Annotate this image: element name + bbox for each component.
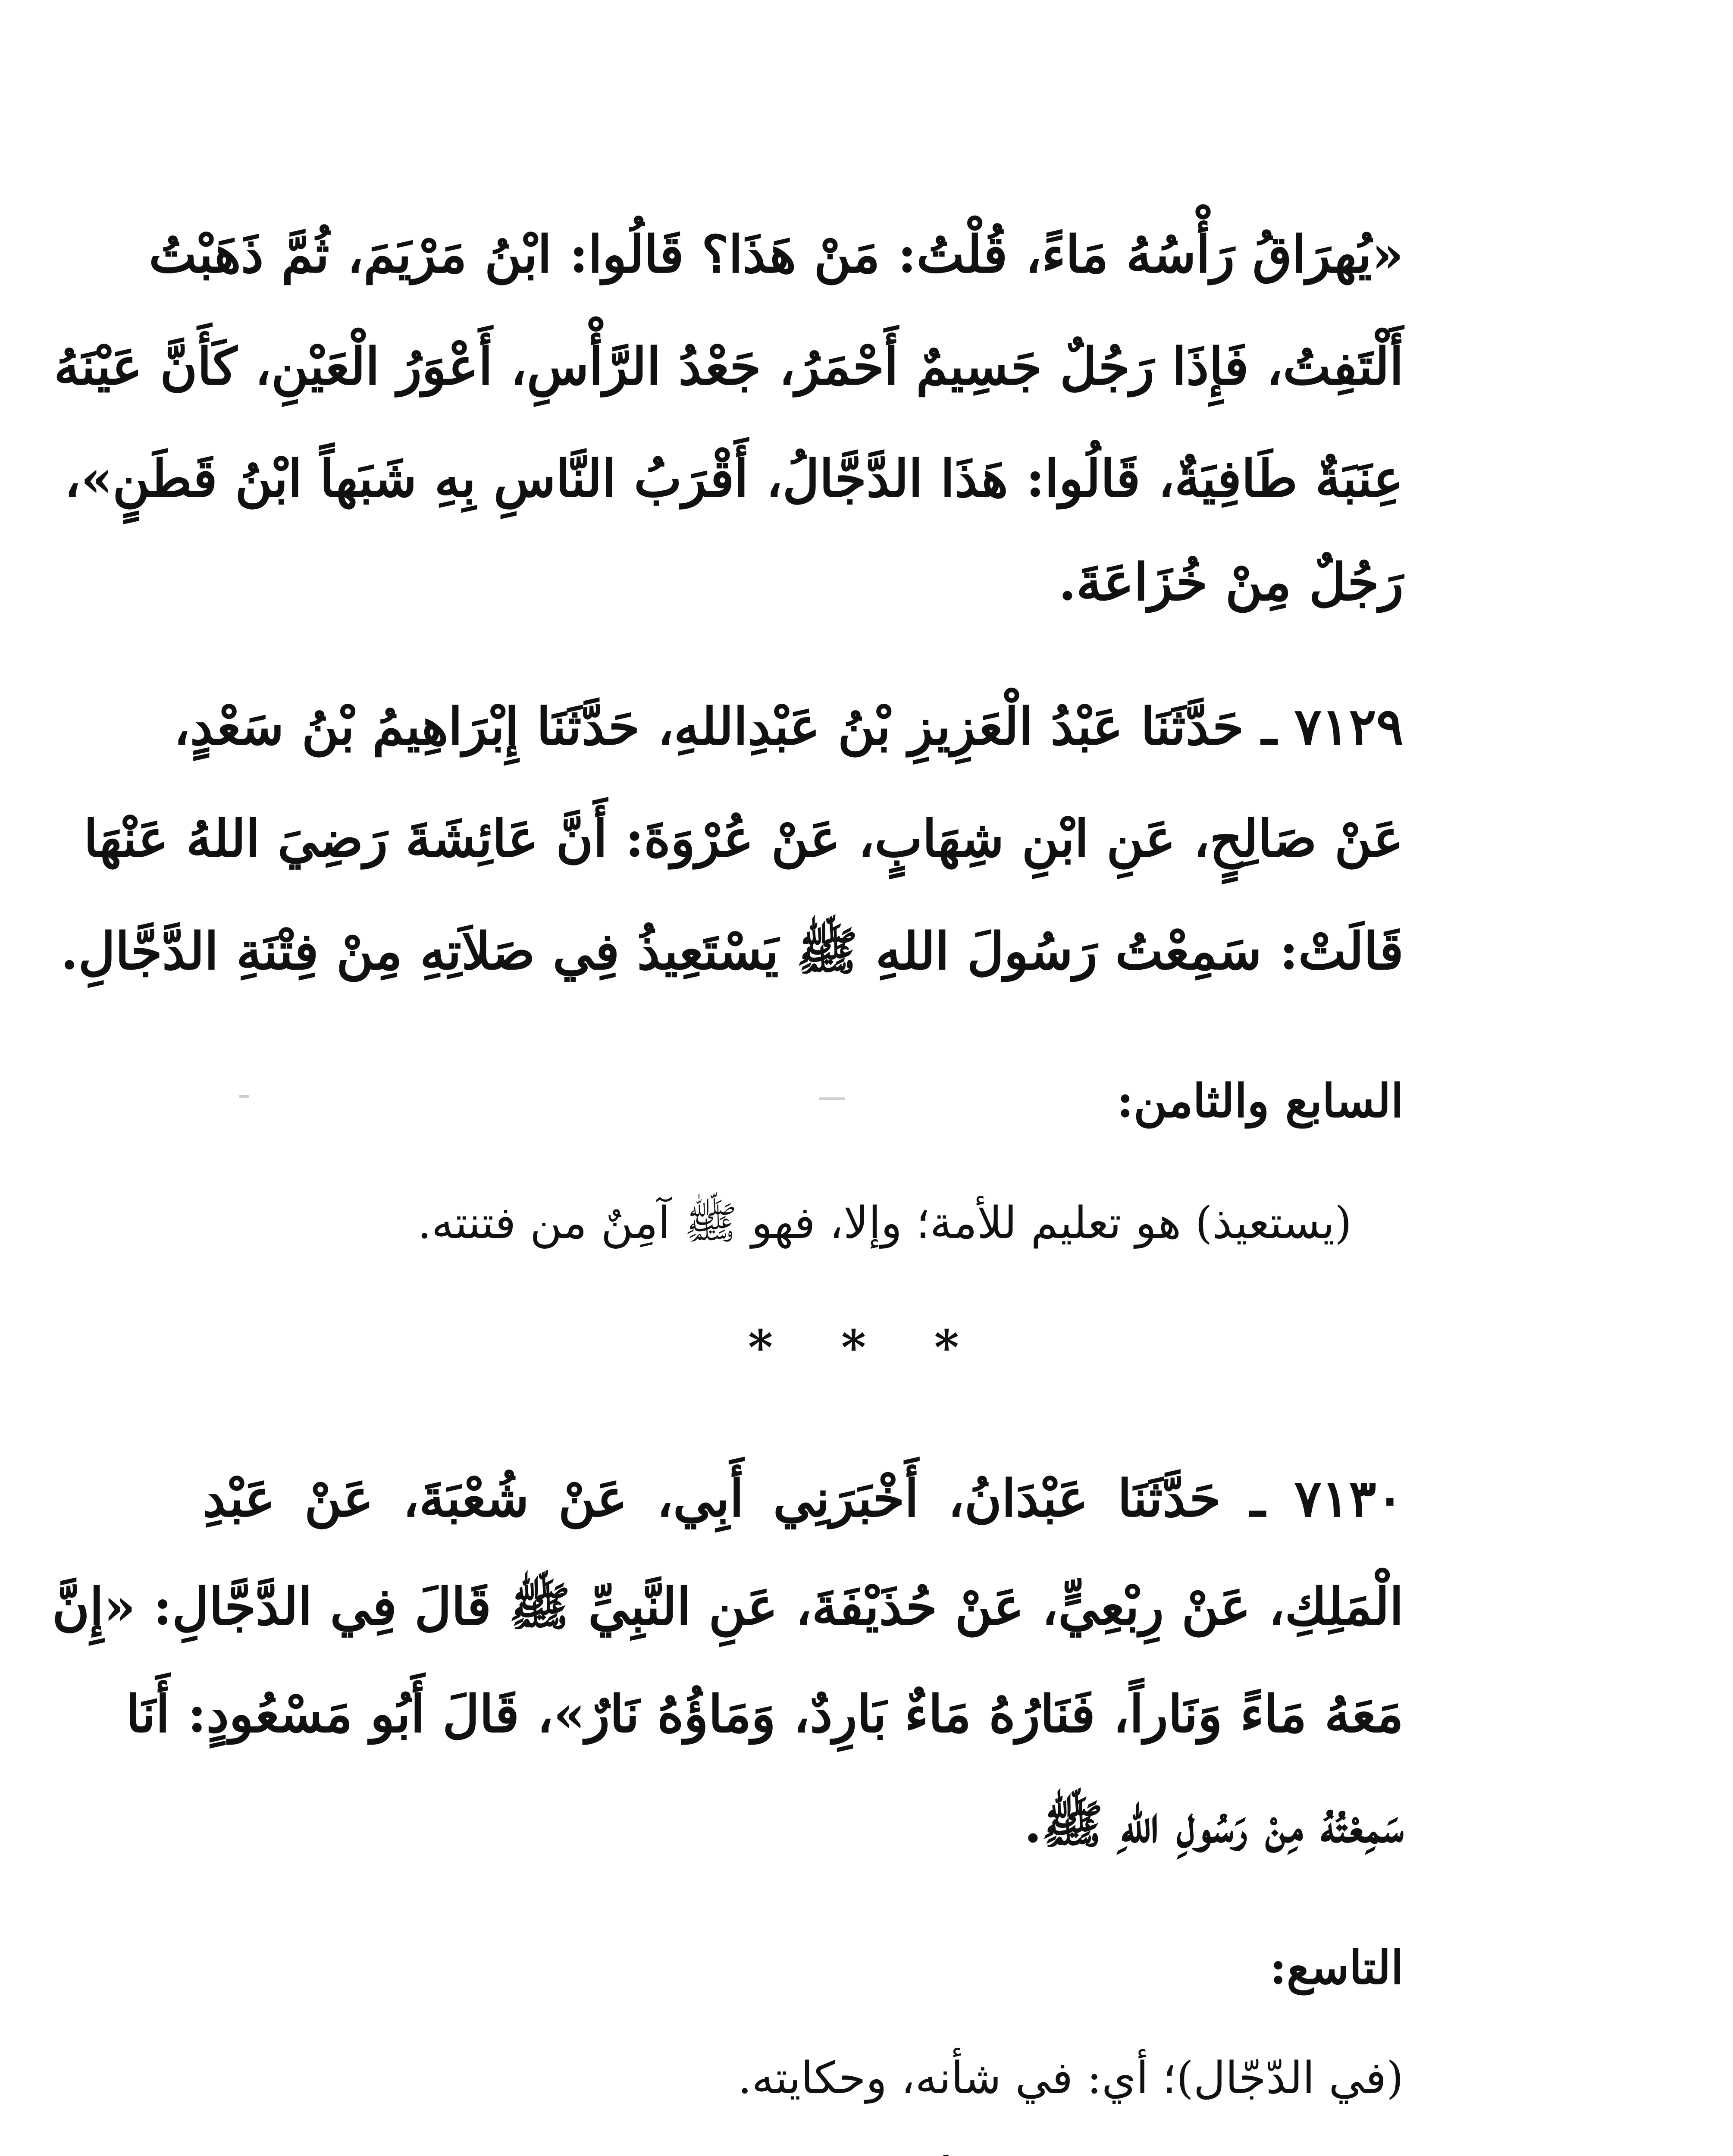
- text-line: قَالَتْ: سَمِعْتُ رَسُولَ اللهِ ﷺ يَسْتَعِيذُ فِي صَلاَتِهِ مِنْ فِتْنَةِ الدَّجَّالِ.: [60, 921, 1404, 981]
- section-separator: * * *: [748, 1319, 985, 1375]
- hadith-7129: [60, 696, 1404, 1024]
- text-line: سَمِعْتُهُ مِنْ رَسُولِ اللهِ ﷺ.: [1024, 1794, 1404, 1854]
- text-line: ٧١٣٠ ـ حَدَّثَنَا عَبْدَانُ، أَخْبَرَنِي أَبِي، عَنْ شُعْبَةَ، عَنْ عَبْدِ: [203, 1468, 1404, 1528]
- commentary-text: (يستعيذ) هو تعليم للأمة؛ وإلا، فهو ﷺ آمِنٌ من فتنته.: [417, 1197, 1352, 1249]
- heading-text: السابع والثامن:: [1116, 1074, 1404, 1128]
- commentary-dajjal: [203, 2053, 1404, 2156]
- commentary-text: (في الدّجّال)؛ أي: في شأنه، وحكايته.: [738, 2053, 1404, 2104]
- commentary-istiadha: [203, 1197, 1404, 1266]
- text-line: عَنْ صَالِحٍ، عَنِ ابْنِ شِهَابٍ، عَنْ عُرْوَةَ: أَنَّ عَائِشَةَ رَضِيَ اللهُ عَنْهَا: [84, 808, 1404, 868]
- hadith-continuation: [54, 224, 1404, 634]
- hadith-7130: [52, 1468, 1404, 1882]
- text-line: عِنَبَةٌ طَافِيَةٌ، قَالُوا: هَذَا الدَّجَّالُ، أَقْرَبُ النَّاسِ بِهِ شَبَهاً ابْنُ قَطَنٍ»،: [64, 448, 1404, 508]
- commentary-heading-ninth: [203, 1940, 1404, 2009]
- heading-text: التاسع:: [1269, 1940, 1404, 1994]
- commentary-heading-seventh-eighth: [203, 1074, 1404, 1143]
- text-line: «يُهرَاقُ رَأْسُهُ مَاءً، قُلْتُ: مَنْ هَذَا؟ قَالُوا: ابْنُ مَرْيَمَ، ثُمَّ ذَهَبْتُ: [149, 224, 1404, 284]
- text-line: مَعَهُ مَاءً وَنَاراً، فَنَارُهُ مَاءٌ بَارِدٌ، وَمَاؤُهُ نَارٌ»، قَالَ أَبُو مَسْعُودٍ: أَنَا: [126, 1684, 1404, 1744]
- text-line: أَلْتَفِتُ، فَإِذَا رَجُلٌ جَسِيمٌ أَحْمَرُ، جَعْدُ الرَّأْسِ، أَعْوَرُ الْعَيْنِ، كَأَنَّ عَيْنَهُ: [54, 336, 1404, 396]
- text-line: ٧١٢٩ ـ حَدَّثَنَا عَبْدُ الْعَزِيزِ بْنُ عَبْدِاللهِ، حَدَّثَنَا إِبْرَاهِيمُ بْنُ سَعْدٍ،: [173, 696, 1404, 756]
- text-line: رَجُلٌ مِنْ خُزَاعَةَ.: [1058, 552, 1404, 612]
- text-line: الْمَلِكِ، عَنْ رِبْعِيٍّ، عَنْ حُذَيْفَةَ، عَنِ النَّبِيِّ ﷺ قَالَ فِي الدَّجَّالِ: «إِنَّ: [52, 1576, 1404, 1636]
